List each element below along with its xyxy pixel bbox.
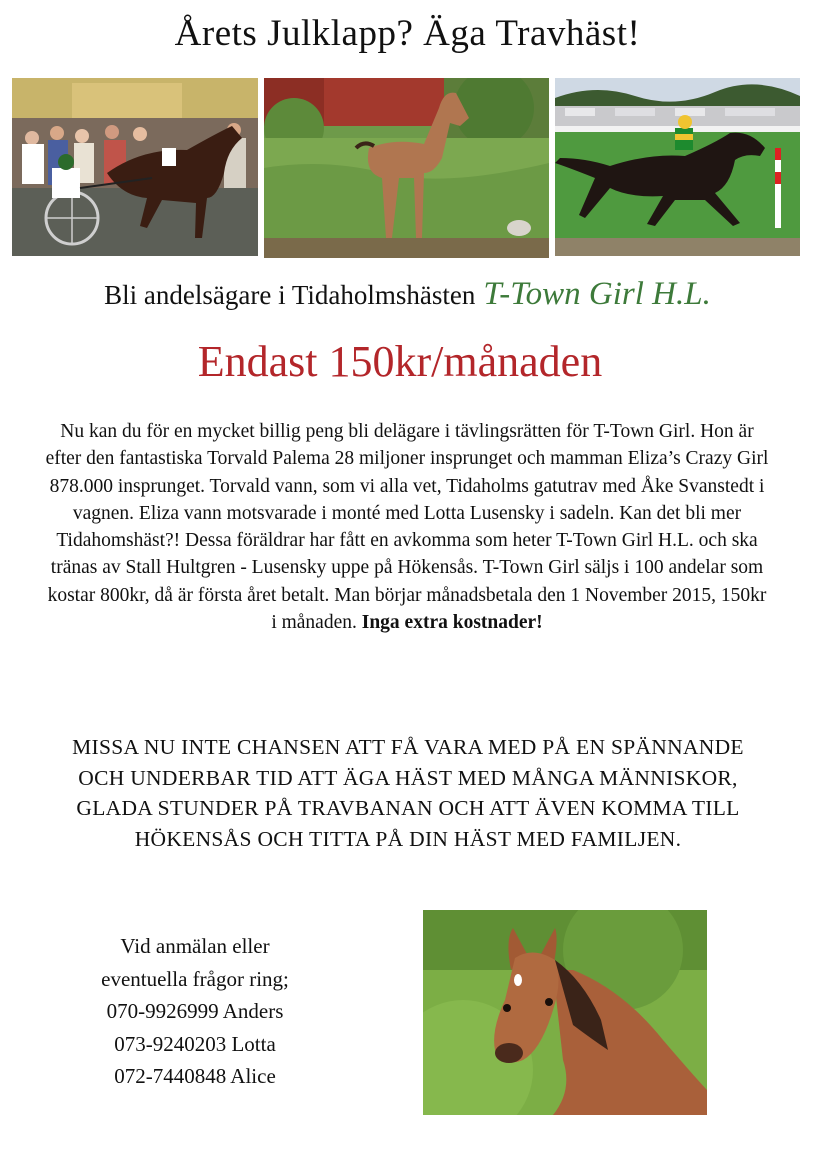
contact-phone-alice[interactable]: 072-7440848 Alice	[114, 1064, 276, 1088]
call-to-action: MISSA NU INTE CHANSEN ATT FÅ VARA MED PÅ EN SPÄNNANDE OCH UNDERBAR TID ATT ÄGA HÄST MED MÅNGA MÄNNISKOR, GLADA STUNDER PÅ TRAVBANAN OCH ATT ÄVEN KOMMA TILL HÖKENSÅS OCH TITTA PÅ DIN HÄST MED FAMILJEN.	[72, 735, 744, 851]
harness-race-photo	[12, 78, 258, 256]
contact-line-2: eventuella frågor ring;	[101, 966, 289, 991]
contact-phone-anders[interactable]: 070-9926999 Anders	[106, 999, 284, 1023]
description-emphasis: Inga extra kostnader!	[361, 612, 543, 634]
subtitle-text: Bli andelsägare i Tidaholmshästen	[104, 280, 476, 310]
contact-phone-lotta[interactable]: 073-9240203 Lotta	[114, 1031, 276, 1056]
description-paragraph	[44, 418, 770, 636]
contact-block	[50, 930, 340, 1093]
horse-name: T-Town Girl H.L.	[483, 276, 711, 312]
subtitle	[0, 276, 815, 313]
page-title: Årets Julklapp? Äga Travhäst!	[174, 13, 641, 54]
description-main: Nu kan du för en mycket billig peng bli delägare i tävlingsrätten för T-Town Girl. Hon är efter den fantastiska Torvald Palema 28 miljoner insprunget och mamman Eliza’s Crazy Girl 878.000 insprunget. Torvald vann, som vi alla vet, Tidaholms gatutrav med Åke Svanstedt i vagnen. Eliza vann motsvarade i monté med Lotta Lusensky i sadeln. Kan det bli mer Tidahomshäst?! Dessa föräldrar har fått en avkomma som heter T-Town Girl H.L. och ska tränas av Stall Hultgren - Lusensky uppe på Hökensås. T-Town Girl säljs i 100 andelar som kostar 800kr, då är första året betalt. Man börjar månadsbetala den 1 November 2015, 150kr i månaden.	[45, 421, 769, 634]
price-heading: Endast 150kr/månaden	[197, 337, 603, 386]
monte-race-photo	[555, 78, 800, 256]
foal-portrait-photo	[423, 910, 707, 1115]
contact-line-1: Vid anmälan eller	[120, 934, 270, 958]
foal-standing-photo	[264, 78, 549, 258]
